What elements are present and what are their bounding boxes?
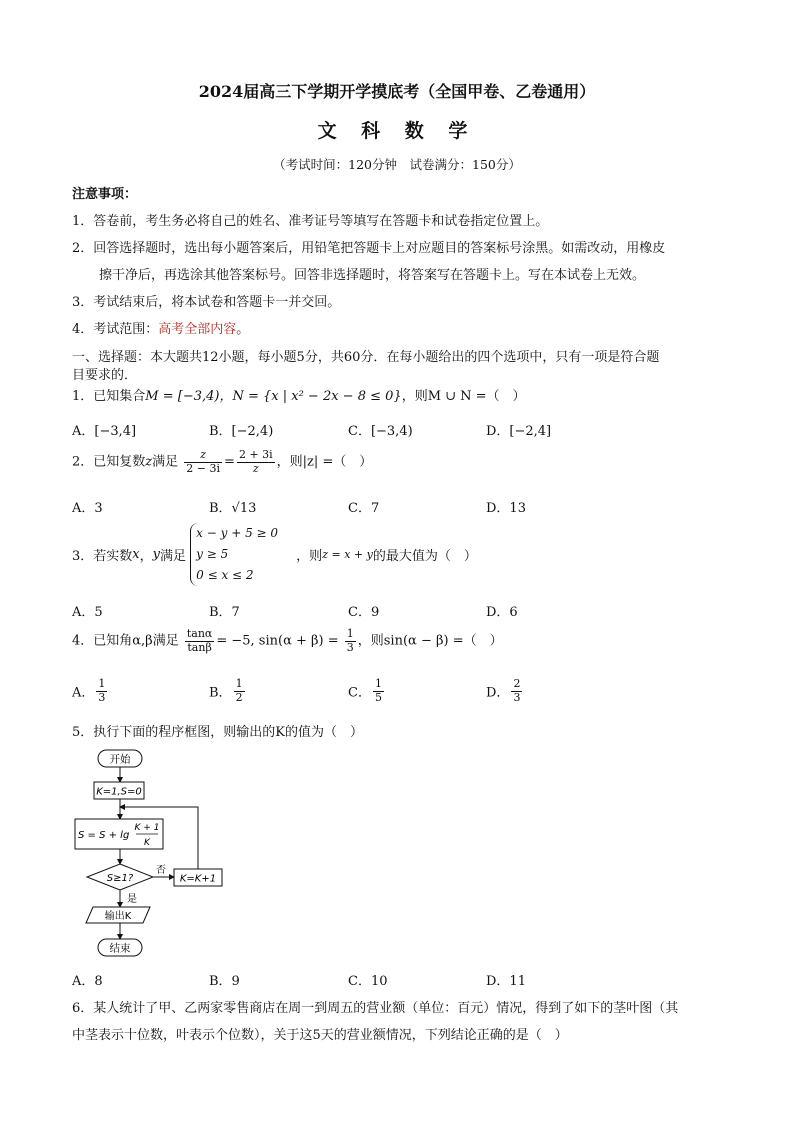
question-5-stem: 5．执行下面的程序框图，则输出的K的值为（ ） (72, 725, 363, 740)
set-M: M = [−3,4) (145, 389, 220, 404)
q4-option-b: B． $\frac{1}{2}$ (209, 677, 243, 704)
question-6-line-1: 6．某人统计了甲、乙两家零售商店在周一到周五的营业额（单位：百元）情况，得到了如下的茎叶图（其 (72, 1001, 679, 1016)
flow-end-text: 结束 (109, 942, 131, 955)
q4-option-c: C． $\frac{1}{5}$ (348, 677, 382, 704)
flow-init-text: K=1,S=0 (96, 786, 142, 798)
set-N: ，N = {x | x² − 2x − 8 ≤ 0} (219, 389, 402, 404)
q4-tan-fraction: $\frac{\tan\alpha}{\tan\beta}$ (186, 627, 213, 654)
q4-option-a: A． $\frac{1}{3}$ (72, 677, 106, 704)
notes-item-3: 3．考试结束后，将本试卷和答题卡一并交回。 (72, 295, 341, 310)
notes-item-2b: 擦干净后，再选涂其他答案标号。回答非选择题时，将答案写在答题卡上。写在本试卷上无效。 (99, 268, 646, 283)
question-6-line-2: 中茎表示十位数，叶表示个位数），关于这5天的营业额情况，下列结论正确的是（ ） (72, 1028, 568, 1043)
notes-item-2a: 2．回答选择题时，选出每小题答案后，用铅笔把答题卡上对应题目的答案标号涂黑。如需改动，用橡皮 (72, 241, 666, 256)
question-3-stem: 3．若实数x，y满足 x − y + 5 ≥ 0 y ≥ 5 0 ≤ x ≤ 2 ，则z = x + y的最大值为（ ） (72, 523, 477, 586)
flow-no-label: 否 (156, 865, 166, 876)
q3-option-b: B．7 (209, 605, 240, 620)
exam-title: 2024届高三下学期开学摸底考（全国甲卷、乙卷通用） (198, 82, 596, 101)
q3-option-c: C．9 (348, 605, 380, 620)
q2-option-d: D．13 (486, 501, 526, 516)
flow-output-text: 输出K (104, 911, 132, 922)
q4-option-d: D． $\frac{2}{3}$ (486, 677, 521, 704)
q1-option-b: B．[−2,4) (209, 424, 274, 439)
program-flowchart (70, 745, 240, 963)
section-heading-a: 一、选择题：本大题共12小题，每小题5分，共60分．在每小题给出的四个选项中，只有一项是符合题 (72, 350, 660, 365)
flow-yes-label: 是 (127, 894, 137, 905)
notes-item-1: 1．答卷前，考生务必将自己的姓名、准考证号等填写在答题卡和试卷指定位置上。 (72, 214, 549, 229)
q1-option-a: A．[−3,4] (72, 424, 137, 439)
notes-item-4 (72, 318, 249, 337)
flow-assign-num: K + 1 (134, 823, 160, 833)
q2-fraction-2: $\frac{2 + 3i}{z}$ (238, 448, 273, 475)
notes-heading: 注意事项： (72, 187, 138, 202)
question-2-stem: 2．已知复数z满足 $\frac{z}{2 - 3i}$ = $\frac{2 + 3i}{z}$ ，则|z| =（ ） (72, 448, 373, 475)
q2-option-a: A．3 (72, 501, 103, 516)
notes-item-4-suffix: 。 (236, 322, 250, 337)
q5-option-c: C．10 (348, 974, 388, 989)
question-1-stem: 1．已知集合M = [−3,4)，N = {x | x² − 2x − 8 ≤ 0}，则M ∪ N =（ ） (72, 389, 526, 404)
q4-sin-fraction: $\frac{1}{3}$ (346, 627, 354, 654)
q3-option-a: A．5 (72, 605, 103, 620)
section-heading-b: 目要求的． (72, 368, 138, 383)
q5-option-b: B．9 (209, 974, 240, 989)
q3-constraints: x − y + 5 ≥ 0 y ≥ 5 0 ≤ x ≤ 2 (190, 523, 278, 586)
q5-option-d: D．11 (486, 974, 526, 989)
flow-increment-text: K=K+1 (179, 873, 217, 885)
flow-start-text: 开始 (109, 753, 131, 766)
notes-item-4-prefix: 4．考试范围： (72, 322, 159, 337)
exam-scope: 高考全部内容 (158, 322, 237, 337)
q3-option-d: D．6 (486, 605, 518, 620)
q5-option-a: A．8 (72, 974, 103, 989)
flow-assign-den: K (144, 838, 150, 848)
q2-fraction-1: $\frac{z}{2 - 3i}$ (186, 448, 221, 475)
subject-title: 文 科 数 学 (317, 120, 477, 142)
exam-info: （考试时间：120分钟 试卷满分：150分） (273, 157, 521, 172)
question-4-stem: 4．已知角α,β满足 $\frac{\tan\alpha}{\tan\beta}$ = −5, sin(α + β) = $\frac{1}{3}$ ，则sin(α − β) =（ ） (72, 627, 503, 654)
q1-option-d: D．[−2,4] (486, 424, 552, 439)
flow-assign-text: S = S + lg (78, 830, 130, 841)
q2-option-c: C．7 (348, 501, 380, 516)
q2-option-b: B．√13 (209, 501, 257, 516)
flow-decision-text: S≥1? (106, 873, 134, 884)
q1-option-c: C．[−3,4) (348, 424, 413, 439)
